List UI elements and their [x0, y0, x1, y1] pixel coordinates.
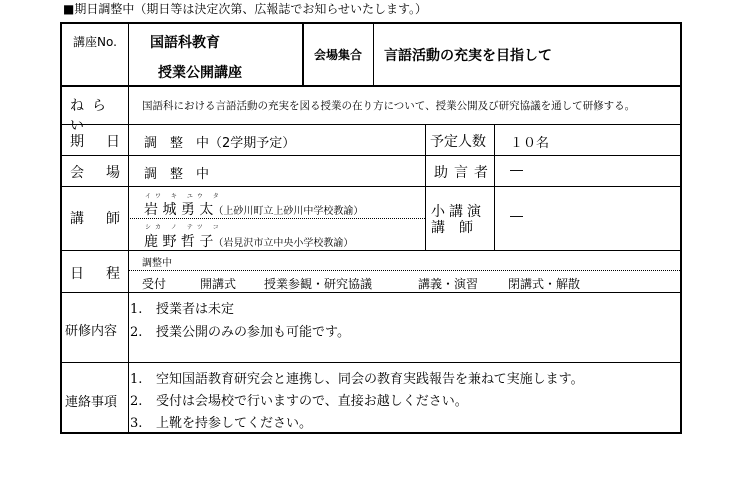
minor-instructor-label-2: 講 師 — [431, 220, 473, 236]
contact-item-3 — [130, 412, 312, 431]
advisor-value: ― — [510, 163, 523, 178]
content-item-number: 1. — [130, 302, 143, 317]
advisor-label: 助言者 — [434, 165, 494, 181]
instructor-1 — [144, 199, 363, 219]
contact-item-text: 受付は会場校で行いますので、直接お越しください。 — [156, 394, 468, 409]
minor-instructor-label-1: 小講演 — [431, 204, 485, 220]
instructor-2-ruby: シカ ノ テツ コ — [145, 224, 223, 231]
aim-text: 国語科における言語活動の充実を図る授業の在り方について、授業公開及び研究協議を通して研修する。 — [142, 100, 636, 112]
schedule-item: 受付 — [142, 277, 167, 291]
aim-label — [70, 95, 120, 135]
schedule-item: 閉講式・解散 — [508, 277, 581, 291]
contact-item-text: 空知国語教育研究会と連携し、同会の教育実践報告を兼ねて実施します。 — [156, 372, 584, 387]
divider — [62, 85, 680, 87]
content-item-1 — [130, 298, 234, 317]
divider — [302, 24, 304, 85]
schedule-item: 授業参観・研究協議 — [264, 277, 373, 291]
contact-item-number: 3. — [130, 416, 143, 431]
venue-label: 会場 — [70, 165, 142, 181]
divider — [62, 124, 680, 125]
contact-label: 連絡事項 — [65, 395, 118, 410]
course-info-card — [60, 22, 682, 434]
divider — [373, 24, 374, 85]
instructor-2-name: 鹿 野 哲 子 — [144, 234, 214, 250]
schedule-item: 開講式 — [200, 277, 237, 291]
divider — [425, 124, 426, 250]
date-label: 期日 — [70, 134, 142, 150]
content-item-2 — [130, 321, 350, 340]
schedule-label: 日程 — [70, 266, 142, 282]
divider — [494, 124, 495, 250]
content-label: 研修内容 — [65, 324, 118, 339]
aim-label-char: ねらい — [70, 98, 114, 134]
course-title-line1: 国語科教育 — [150, 35, 220, 51]
date-value: 調 整 中（2学期予定） — [144, 136, 296, 151]
contact-item-1 — [130, 368, 584, 387]
schedule-status: 調整中 — [142, 258, 172, 269]
capacity-label: 予定人数 — [430, 134, 486, 150]
contact-item-number: 2. — [130, 394, 143, 409]
course-title-line2: 授業公開講座 — [158, 65, 242, 81]
divider — [62, 362, 680, 363]
schedule-notice: ■期日調整中（期日等は決定次第、広報誌でお知らせいたします。） — [63, 2, 428, 16]
content-item-text: 授業公開のみの参加も可能です。 — [156, 325, 350, 340]
instructor-1-ruby: イワ キ ユウ タ — [145, 193, 223, 200]
instructor-1-name: 岩 城 勇 太 — [144, 202, 214, 218]
course-no-label: 講座No. — [73, 35, 117, 49]
content-item-text: 授業者は未定 — [156, 302, 235, 317]
schedule-item: 講義・演習 — [418, 277, 479, 291]
contact-item-number: 1. — [130, 372, 143, 387]
instructor-2-affiliation: （岩見沢市立中央小学校教諭） — [213, 238, 354, 249]
venue-value: 調 整 中 — [144, 167, 210, 182]
minor-instructor-value: ― — [510, 209, 523, 224]
divider — [62, 155, 680, 156]
capacity-value: １０名 — [510, 136, 550, 151]
content-item-number: 2. — [130, 325, 143, 340]
divider — [128, 24, 129, 85]
instructor-2 — [144, 231, 353, 251]
instructor-label: 講師 — [70, 211, 142, 227]
contact-item-2 — [130, 390, 468, 409]
divider — [128, 270, 680, 271]
course-theme: 言語活動の充実を目指して — [384, 48, 552, 64]
divider — [62, 186, 680, 187]
contact-item-text: 上靴を持参してください。 — [156, 416, 313, 431]
instructor-1-affiliation: （上砂川町立上砂川中学校教諭） — [213, 206, 364, 217]
venue-type: 会場集合 — [313, 48, 362, 62]
divider — [62, 292, 680, 293]
